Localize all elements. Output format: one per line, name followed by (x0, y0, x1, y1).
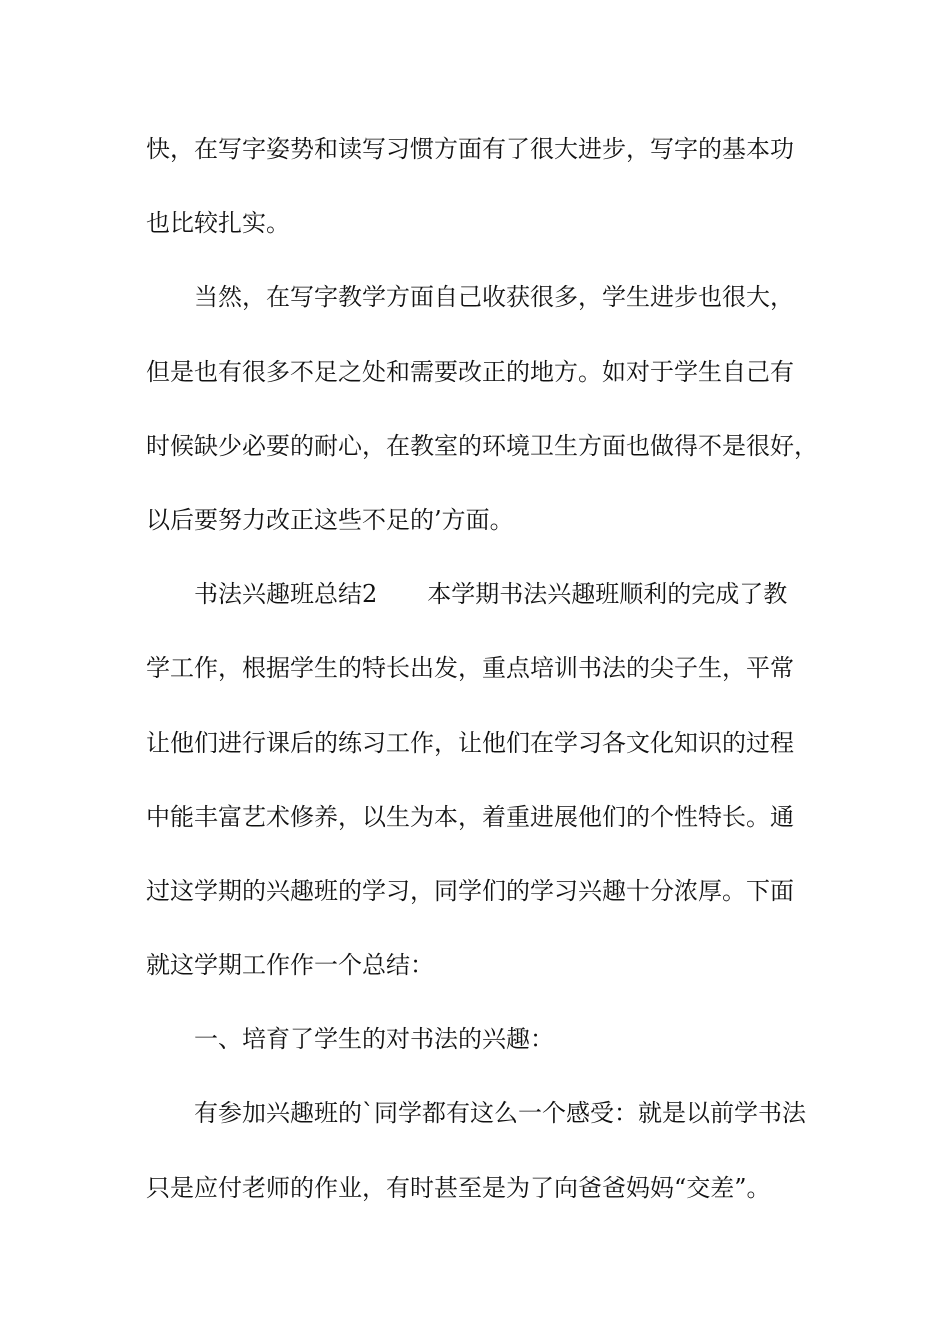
text-line: 就这学期工作作一个总结： (146, 951, 434, 980)
section-heading-line (146, 557, 836, 631)
text-line: 也比较扎实。 (146, 209, 290, 238)
text-line: 学工作，根据学生的特长出发，重点培训书法的尖子生，平常 (146, 654, 794, 683)
text-line: 只是应付老师的作业，有时甚至是为了向爸爸妈妈“交差”。 (146, 1173, 771, 1202)
text-line: 但是也有很多不足之处和需要改正的地方。如对于学生自己有 (146, 357, 794, 386)
section-title: 书法兴趣班总结2 (194, 580, 378, 609)
section-first-sentence: 本学期书法兴趣班顺利的完成了教 (427, 580, 788, 609)
text-line: 以后要努力改正这些不足的’方面。 (146, 505, 514, 534)
text-line: 过这学期的兴趣班的学习，同学们的学习兴趣十分浓厚。下面 (146, 876, 794, 905)
subheading-line: 一、培育了学生的对书法的兴趣： (194, 1025, 554, 1054)
text-line: 时候缺少必要的耐心，在教室的环境卫生方面也做得不是很好， (146, 431, 818, 460)
paragraph-start-line: 当然，在写字教学方面自己收获很多，学生进步也很大， (194, 283, 794, 312)
document-body (146, 112, 836, 1225)
paragraph-start-line: 有参加兴趣班的`同学都有这么一个感受：就是以前学书法 (194, 1099, 806, 1128)
text-line: 快，在写字姿势和读写习惯方面有了很大进步，写字的基本功 (146, 135, 794, 163)
text-line: 让他们进行课后的练习工作，让他们在学习各文化知识的过程 (146, 728, 794, 757)
text-line: 中能丰富艺术修养，以生为本，着重进展他们的个性特长。通 (146, 802, 794, 831)
